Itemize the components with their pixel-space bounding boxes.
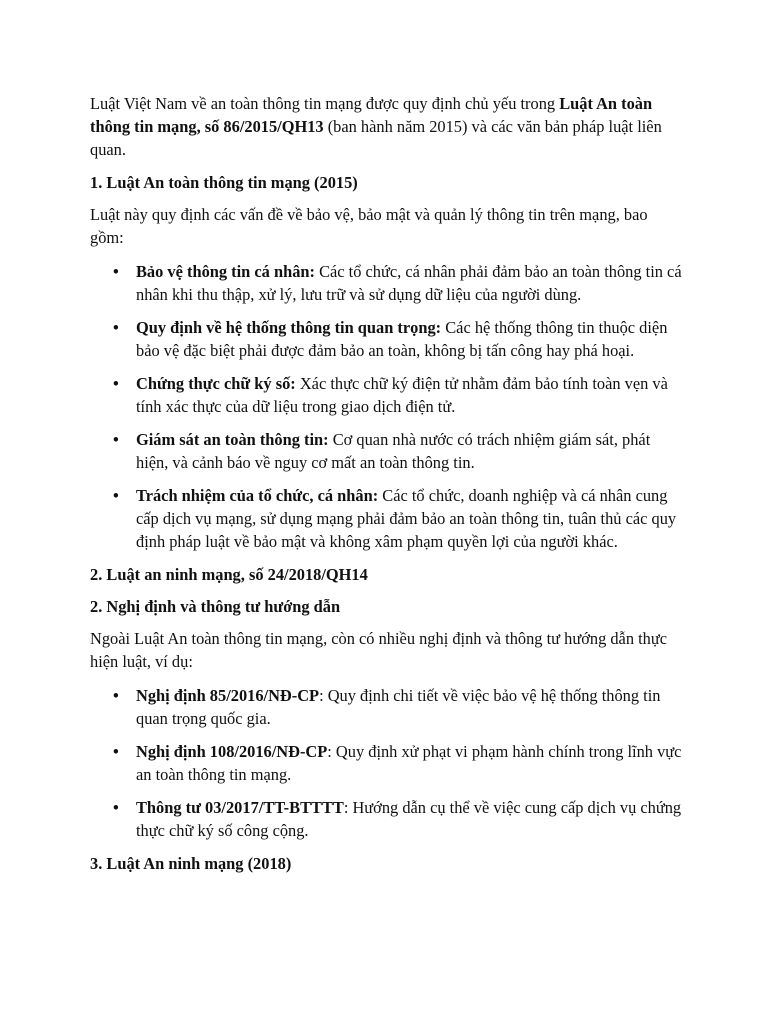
list-item bbox=[90, 428, 682, 474]
bullet-icon: • bbox=[113, 686, 119, 705]
intro-text-before: Luật Việt Nam về an toàn thông tin mạng được quy định chủ yếu trong bbox=[90, 94, 560, 113]
list-item bbox=[90, 260, 682, 306]
list-item bbox=[90, 316, 682, 362]
list-item-text: : Hướng dẫn cụ thể về việc cung cấp dịch vụ chứng thực chữ ký số công cộng. bbox=[136, 798, 682, 840]
list-item-title: Thông tư 03/2017/TT-BTTTT bbox=[136, 798, 344, 817]
bullet-icon: • bbox=[113, 798, 119, 817]
bullet-icon: • bbox=[113, 262, 119, 281]
section-2a-heading: 2. Luật an ninh mạng, số 24/2018/QH14 bbox=[90, 565, 368, 584]
section-1-heading: 1. Luật An toàn thông tin mạng (2015) bbox=[90, 173, 358, 192]
list-item bbox=[90, 372, 682, 418]
section-1-paragraph: Luật này quy định các vấn đề về bảo vệ, bảo mật và quản lý thông tin trên mạng, bao gồm: bbox=[90, 205, 648, 247]
list-item-text: Cơ quan nhà nước có trách nhiệm giám sát, phát hiện, và cảnh báo về nguy cơ mất an toàn thông tin. bbox=[136, 430, 651, 472]
list-item bbox=[90, 684, 682, 730]
bullet-icon: • bbox=[113, 486, 119, 505]
list-item-title: Giám sát an toàn thông tin: bbox=[136, 430, 329, 449]
list-item-title: Bảo vệ thông tin cá nhân: bbox=[136, 262, 315, 281]
bullet-icon: • bbox=[113, 318, 119, 337]
list-item-text: : Quy định chi tiết về việc bảo vệ hệ thống thông tin quan trọng quốc gia. bbox=[136, 686, 661, 728]
list-item-title: Chứng thực chữ ký số: bbox=[136, 374, 296, 393]
list-item-title: Nghị định 108/2016/NĐ-CP bbox=[136, 742, 328, 761]
section-1-list bbox=[90, 260, 682, 553]
list-item-text: : Quy định xử phạt vi phạm hành chính trong lĩnh vực an toàn thông tin mạng. bbox=[136, 742, 682, 784]
list-item-text: Các tổ chức, cá nhân phải đảm bảo an toàn thông tin cá nhân khi thu thập, xử lý, lưu trữ và sử dụng dữ liệu của người dùng. bbox=[136, 262, 682, 304]
list-item bbox=[90, 484, 682, 553]
list-item-text: Các tổ chức, doanh nghiệp và cá nhân cung cấp dịch vụ mạng, sử dụng mạng phải đảm bảo an toàn thông tin, tuân thủ các quy định pháp luật về bảo mật và không xâm phạm quyền lợi của người khác. bbox=[136, 486, 677, 551]
document-page bbox=[90, 92, 682, 884]
list-item-title: Nghị định 85/2016/NĐ-CP bbox=[136, 686, 320, 705]
intro-paragraph bbox=[90, 92, 682, 161]
intro-text-after: (ban hành năm 2015) và các văn bản pháp luật liên quan. bbox=[90, 117, 662, 159]
bullet-icon: • bbox=[113, 742, 119, 761]
section-3-heading: 3. Luật An ninh mạng (2018) bbox=[90, 854, 292, 873]
list-item-text: Xác thực chữ ký điện tử nhằm đảm bảo tính toàn vẹn và tính xác thực của dữ liệu trong giao dịch điện tử. bbox=[136, 374, 668, 416]
list-item-title: Trách nhiệm của tổ chức, cá nhân: bbox=[136, 486, 379, 505]
section-2b-list bbox=[90, 684, 682, 842]
section-2b-heading: 2. Nghị định và thông tư hướng dẫn bbox=[90, 597, 341, 616]
list-item bbox=[90, 796, 682, 842]
list-item-text: Các hệ thống thông tin thuộc diện bảo vệ đặc biệt phải được đảm bảo an toàn, không bị tấn công hay phá hoại. bbox=[136, 318, 668, 360]
section-2b-paragraph: Ngoài Luật An toàn thông tin mạng, còn có nhiều nghị định và thông tư hướng dẫn thực hiện luật, ví dụ: bbox=[90, 629, 668, 671]
list-item-title: Quy định về hệ thống thông tin quan trọng: bbox=[136, 318, 442, 337]
bullet-icon: • bbox=[113, 374, 119, 393]
bullet-icon: • bbox=[113, 430, 119, 449]
list-item bbox=[90, 740, 682, 786]
intro-law-name: Luật An toàn thông tin mạng, số 86/2015/QH13 bbox=[90, 94, 653, 136]
